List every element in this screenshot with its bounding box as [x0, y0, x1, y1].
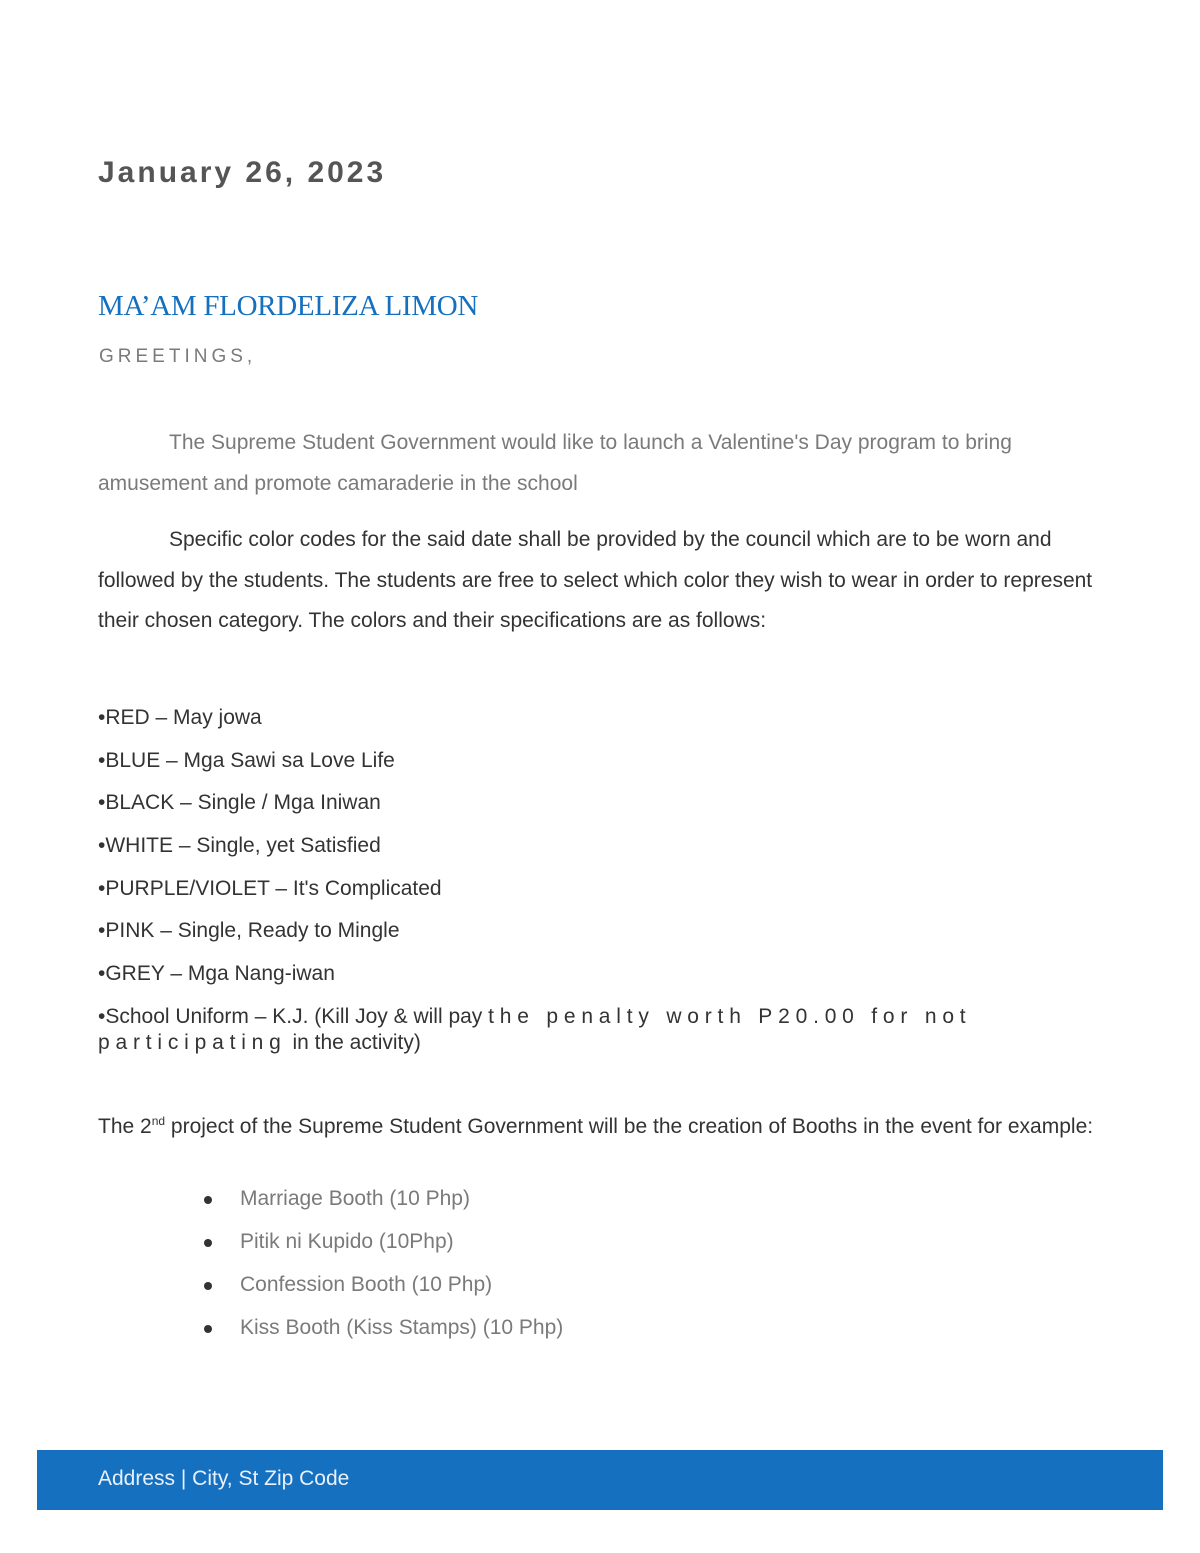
- booth-item: [0, 1180, 563, 1223]
- color-code-item: •BLACK – Single / Mga Iniwan: [98, 791, 381, 815]
- booth-item-label: Pitik ni Kupido (10Php): [240, 1230, 454, 1253]
- footer-bar: [37, 1450, 1163, 1510]
- booth-item-label: Marriage Booth (10 Php): [240, 1187, 470, 1210]
- booth-item: [0, 1266, 563, 1309]
- color-code-item: •WHITE – Single, yet Satisfied: [98, 834, 381, 858]
- greeting: GREETINGS,: [99, 346, 257, 367]
- color-code-list: [98, 702, 1108, 1056]
- uniform-penalty-spaced: the penalty worth P20.00 for not participating: [98, 1004, 972, 1054]
- project-text-start: The 2: [98, 1115, 152, 1138]
- booth-item: [0, 1223, 563, 1266]
- color-code-item: •GREY – Mga Nang-iwan: [98, 962, 335, 986]
- color-code-item: •PURPLE/VIOLET – It's Complicated: [98, 876, 442, 900]
- uniform-penalty-prefix: •School Uniform – K.J. (Kill Joy & will pay: [98, 1004, 489, 1028]
- intro-paragraph-text: The Supreme Student Government would like to launch a Valentine's Day program to bring amusement and promote camaraderie in the school: [98, 431, 1012, 495]
- uniform-penalty-item: [98, 1001, 1108, 1056]
- color-code-paragraph-text: Specific color codes for the said date shall be provided by the council which are to be worn and followed by the students. The students are free to select which color they wish to wear in order to represent their chosen category. The colors and their specifications are as follows:: [98, 528, 1093, 632]
- intro-paragraph: [98, 423, 1108, 504]
- bullet-icon: [204, 1239, 212, 1247]
- booth-item-label: Kiss Booth (Kiss Stamps) (10 Php): [240, 1316, 564, 1339]
- color-code-item: •BLUE – Mga Sawi sa Love Life: [98, 748, 395, 772]
- recipient-name: MA’AM FLORDELIZA LIMON: [98, 290, 479, 322]
- booth-project-paragraph: [98, 1114, 1108, 1140]
- color-code-paragraph: [98, 520, 1108, 642]
- letter-date: January 26, 2023: [98, 156, 387, 189]
- color-code-item: •PINK – Single, Ready to Mingle: [98, 919, 400, 943]
- booth-item: [0, 1309, 563, 1352]
- booth-item-label: Confession Booth (10 Php): [240, 1273, 493, 1296]
- footer-address: Address | City, St Zip Code: [98, 1467, 350, 1490]
- bullet-icon: [204, 1282, 212, 1290]
- project-text-end: project of the Supreme Student Government will be the creation of Booths in the event for example:: [165, 1115, 1094, 1138]
- uniform-penalty-suffix: in the activity): [286, 1030, 421, 1054]
- booth-list: [0, 1180, 563, 1352]
- bullet-icon: [204, 1325, 212, 1333]
- color-code-item: •RED – May jowa: [98, 706, 262, 729]
- ordinal-suffix: nd: [151, 1114, 166, 1128]
- bullet-icon: [204, 1196, 212, 1204]
